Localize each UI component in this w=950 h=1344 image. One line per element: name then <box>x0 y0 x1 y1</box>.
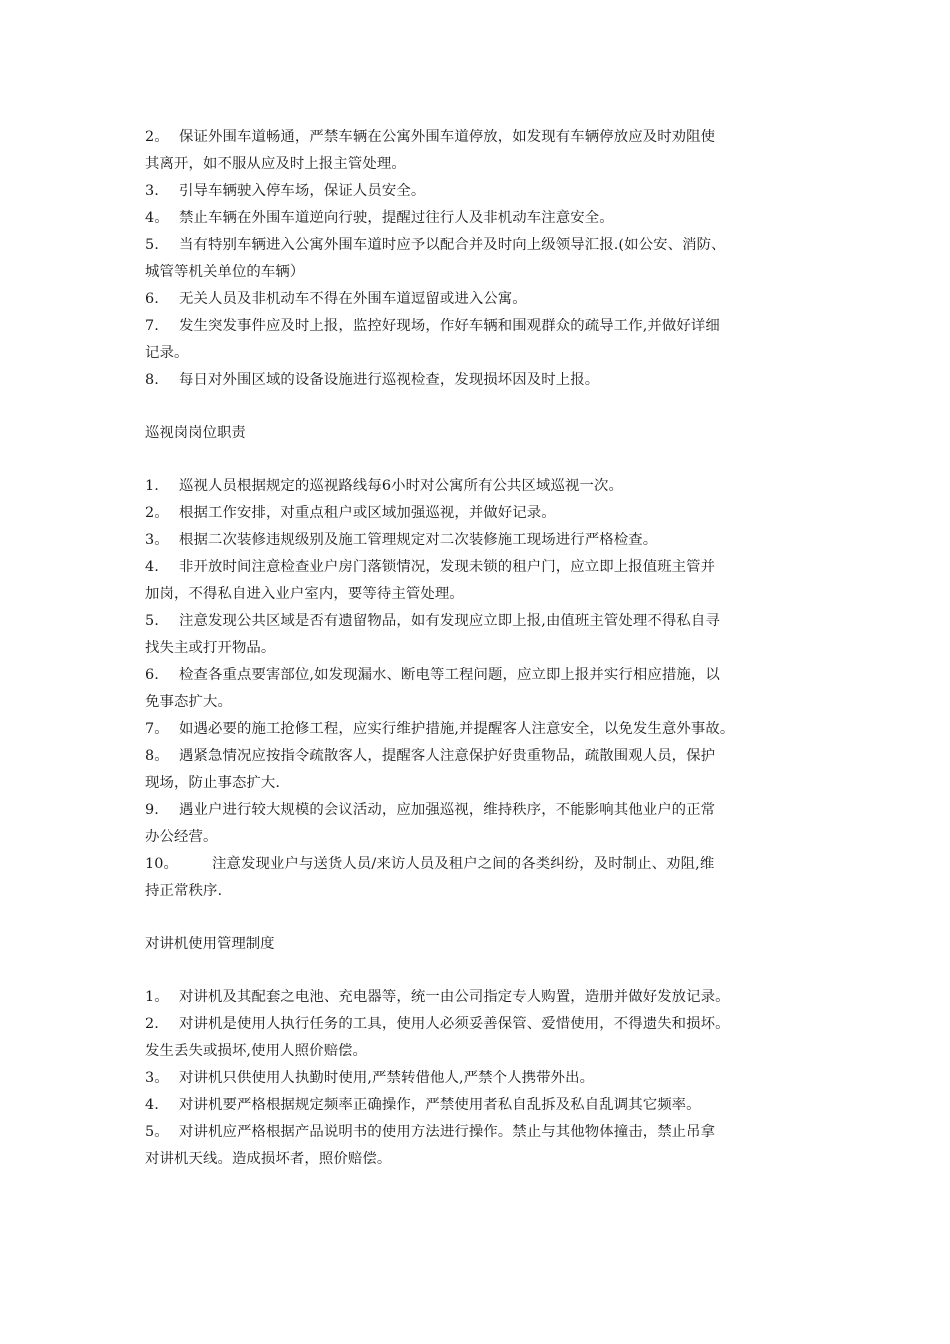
list-item-text: 巡视人员根据规定的巡视路线每6小时对公寓所有公共区域巡视一次。 <box>179 478 623 494</box>
list-item-text: 记录。 <box>145 345 189 361</box>
list-item-text: 发生突发事件应及时上报，监控好现场，作好车辆和围观群众的疏导工作,并做好详细 <box>179 318 720 334</box>
list-item-number: 6. <box>145 667 159 683</box>
list-item-number: 8。 <box>145 748 169 764</box>
list-item-number: 5. <box>145 237 159 253</box>
list-item-text: 检查各重点要害部位,如发现漏水、断电等工程问题，应立即上报并实行相应措施，以 <box>179 667 720 683</box>
list-item-number: 9. <box>145 802 159 818</box>
list-item-number: 7。 <box>145 721 169 737</box>
list-item-continuation <box>145 770 825 797</box>
list-item-continuation <box>145 340 825 367</box>
list-item-text: 注意发现公共区域是否有遗留物品，如有发现应立即上报,由值班主管处理不得私自寻 <box>179 613 720 629</box>
list-item-number: 4. <box>145 559 159 575</box>
list-item-text: 对讲机要严格根据规定频率正确操作，严禁使用者私自乱拆及私自乱调其它频率。 <box>179 1097 701 1113</box>
list-item-text: 办公经营。 <box>145 829 218 845</box>
list-item-number: 1。 <box>145 989 169 1005</box>
list-item <box>145 286 825 313</box>
list-item-continuation <box>145 878 825 905</box>
list-item-text: 遇紧急情况应按指令疏散客人，提醒客人注意保护好贵重物品，疏散围观人员，保护 <box>179 748 716 764</box>
section-patrol-duties <box>145 473 825 905</box>
list-item <box>145 608 825 635</box>
list-item-text: 免事态扩大。 <box>145 694 232 710</box>
list-item <box>145 205 825 232</box>
list-item <box>145 313 825 340</box>
section-heading-patrol: 巡视岗岗位职责 <box>145 425 246 441</box>
list-item-text: 遇业户进行较大规模的会议活动，应加强巡视，维持秩序，不能影响其他业户的正常 <box>179 802 716 818</box>
list-item-number: 7. <box>145 318 159 334</box>
list-item <box>145 743 825 770</box>
list-item <box>145 232 825 259</box>
list-item-number: 3. <box>145 183 159 199</box>
list-item-text: 其离开，如不服从应及时上报主管处理。 <box>145 156 406 172</box>
list-item-number: 4. <box>145 1097 159 1113</box>
list-item-number: 2. <box>145 1016 159 1032</box>
list-item-number: 3。 <box>145 532 169 548</box>
list-item <box>145 527 825 554</box>
list-item <box>145 473 825 500</box>
document-page <box>145 124 825 1173</box>
list-item <box>145 124 825 151</box>
list-item-text: 现场，防止事态扩大. <box>145 775 281 791</box>
list-item-text: 禁止车辆在外围车道逆向行驶，提醒过往行人及非机动车注意安全。 <box>179 210 614 226</box>
list-item-number: 2。 <box>145 505 169 521</box>
list-item-text: 引导车辆驶入停车场，保证人员安全。 <box>179 183 426 199</box>
list-item-text: 持正常秩序. <box>145 883 223 899</box>
list-item <box>145 1011 825 1038</box>
list-item <box>145 851 825 878</box>
section-heading-walkie-talkie: 对讲机使用管理制度 <box>145 936 275 952</box>
list-item-number: 5。 <box>145 1124 169 1140</box>
list-item-text: 无关人员及非机动车不得在外围车道逗留或进入公寓。 <box>179 291 527 307</box>
list-item-continuation <box>145 581 825 608</box>
list-item-text: 对讲机天线。造成损坏者，照价赔偿。 <box>145 1151 392 1167</box>
list-item-text: 加岗，不得私自进入业户室内，要等待主管处理。 <box>145 586 464 602</box>
list-item-text: 每日对外围区域的设备设施进行巡视检查，发现损坏因及时上报。 <box>179 372 600 388</box>
list-item-number: 4。 <box>145 210 169 226</box>
section-walkie-talkie-rules <box>145 984 825 1173</box>
list-item-text: 如遇必要的施工抢修工程，应实行维护措施,并提醒客人注意安全，以免发生意外事故。 <box>179 721 735 737</box>
list-item-continuation <box>145 635 825 662</box>
list-item-number: 2。 <box>145 129 169 145</box>
section-outer-road-duties <box>145 124 825 394</box>
list-item-text: 注意发现业户与送货人员/来访人员及租户之间的各类纠纷，及时制止、劝阻,维 <box>212 856 715 872</box>
list-item-continuation <box>145 689 825 716</box>
list-item-text: 根据工作安排，对重点租户或区域加强巡视，并做好记录。 <box>179 505 556 521</box>
list-item-text: 对讲机是使用人执行任务的工具，使用人必须妥善保管、爱惜使用，不得遗失和损坏。 <box>179 1016 730 1032</box>
list-item-number: 3。 <box>145 1070 169 1086</box>
list-item-continuation <box>145 824 825 851</box>
list-item <box>145 178 825 205</box>
list-item-number: 1. <box>145 478 159 494</box>
list-item <box>145 662 825 689</box>
list-item <box>145 716 825 743</box>
list-item-text: 根据二次装修违规级别及施工管理规定对二次装修施工现场进行严格检查。 <box>179 532 658 548</box>
list-item-number: 5. <box>145 613 159 629</box>
list-item-text: 城管等机关单位的车辆） <box>145 264 305 280</box>
list-item-text: 当有特别车辆进入公寓外围车道时应予以配合并及时向上级领导汇报.(如公安、消防、 <box>179 237 726 253</box>
list-item-text: 对讲机及其配套之电池、充电器等，统一由公司指定专人购置，造册并做好发放记录。 <box>179 989 730 1005</box>
list-item <box>145 1092 825 1119</box>
list-item-continuation <box>145 259 825 286</box>
list-item-text: 保证外围车道畅通，严禁车辆在公寓外围车道停放，如发现有车辆停放应及时劝阻使 <box>179 129 716 145</box>
list-item <box>145 500 825 527</box>
list-item-text: 发生丢失或损坏,使用人照价赔偿。 <box>145 1043 368 1059</box>
list-item-continuation <box>145 1038 825 1065</box>
list-item-text: 非开放时间注意检查业户房门落锁情况，发现未锁的租户门，应立即上报值班主管并 <box>179 559 716 575</box>
list-item <box>145 554 825 581</box>
list-item-continuation <box>145 151 825 178</box>
list-item-number: 6. <box>145 291 159 307</box>
list-item <box>145 367 825 394</box>
list-item <box>145 797 825 824</box>
list-item <box>145 984 825 1011</box>
list-item-number: 10。 <box>145 856 179 872</box>
list-item <box>145 1119 825 1146</box>
list-item-text: 找失主或打开物品。 <box>145 640 276 656</box>
list-item-text: 对讲机应严格根据产品说明书的使用方法进行操作。禁止与其他物体撞击，禁止吊拿 <box>179 1124 716 1140</box>
list-item-continuation <box>145 1146 825 1173</box>
list-item-text: 对讲机只供使用人执勤时使用,严禁转借他人,严禁个人携带外出。 <box>179 1070 595 1086</box>
list-item <box>145 1065 825 1092</box>
list-item-number: 8. <box>145 372 159 388</box>
